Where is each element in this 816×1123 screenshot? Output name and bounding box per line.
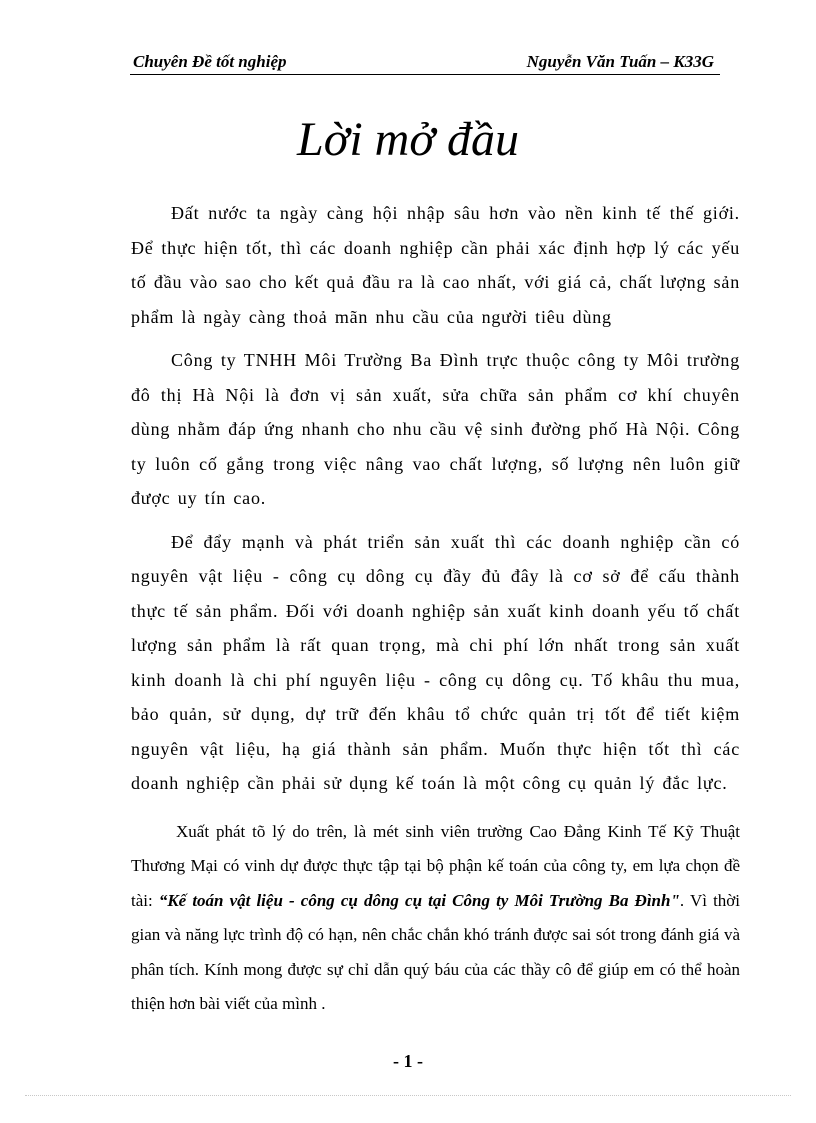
paragraph-3: Để đẩy mạnh và phát triển sản xuất thì các doanh nghiệp cần có nguyên vật liệu - công cụ dông cụ đầy đủ đây là cơ sở để cấu thành thực tế sản phẩm. Đối với doanh nghiệp sản xuất kinh doanh yếu tố chất lượng sản phẩm là rất quan trọng, mà chi phí lớn nhất trong sản xuất kinh doanh là chi phí nguyên liệu - công cụ dông cụ. Tố khâu thu mua, bảo quản, sử dụng, dự trữ đến khâu tổ chức quản trị tốt để tiết kiệm nguyên vật liệu, hạ giá thành sản phẩm. Muốn thực hiện tốt thì các doanh nghiệp cần phải sử dụng kế toán là một công cụ quản lý đắc lực.	[131, 531, 740, 793]
page-number: - 1 -	[393, 1051, 423, 1071]
header-document-type: Chuyên Đề tốt nghiệp	[133, 52, 287, 71]
paragraph-4-closing: . Vì thời gian và năng lực trình độ có hạn, nên chắc chắn khó tránh được sai sót trong đánh giá và phân tích. Kính mong được sự chỉ dẫn quý báu của các thầy cô để giúp em có thể hoàn thiện hơn bài viết của mình .	[131, 890, 741, 1013]
header-author: Nguyễn Văn Tuấn – K33G	[526, 52, 714, 71]
footer-divider	[25, 1095, 791, 1096]
paragraph-1: Đất nước ta ngày càng hội nhập sâu hơn vào nền kinh tế thế giới. Để thực hiện tốt, thì các doanh nghiệp cần phải xác định hợp lý các yếu tố đầu vào sao cho kết quả đầu ra là cao nhất, với giá cả, chất lượng sản phẩm là ngày càng thoả mãn nhu cầu của người tiêu dùng	[131, 203, 740, 327]
thesis-topic: “Kế toán vật liệu - công cụ dông cụ tại Công ty Môi Trường Ba Đình"	[158, 890, 680, 910]
page-header	[130, 52, 720, 75]
paragraph-4-intro: Xuất phát tõ lý do trên, là mét sinh viên trường Cao Đẳng Kinh Tế Kỹ Thuật Thương Mại có vinh dự được thực tập tại bộ phận kế toán của công ty, em lựa chọn đề tài:	[131, 821, 740, 910]
paragraph-2: Công ty TNHH Môi Trường Ba Đình trực thuộc công ty Môi trường đô thị Hà Nội là đơn vị sản xuất, sửa chữa sản phẩm cơ khí chuyên dùng nhằm đáp ứng nhanh cho nhu cầu vệ sinh đường phố Hà Nội. Công ty luôn cố gắng trong việc nâng vao chất lượng, số lượng nên luôn giữ được uy tín cao.	[131, 350, 740, 508]
document-body	[131, 196, 740, 1022]
paragraph-4	[131, 815, 740, 1022]
page-title: Lời mở đầu	[297, 113, 519, 166]
